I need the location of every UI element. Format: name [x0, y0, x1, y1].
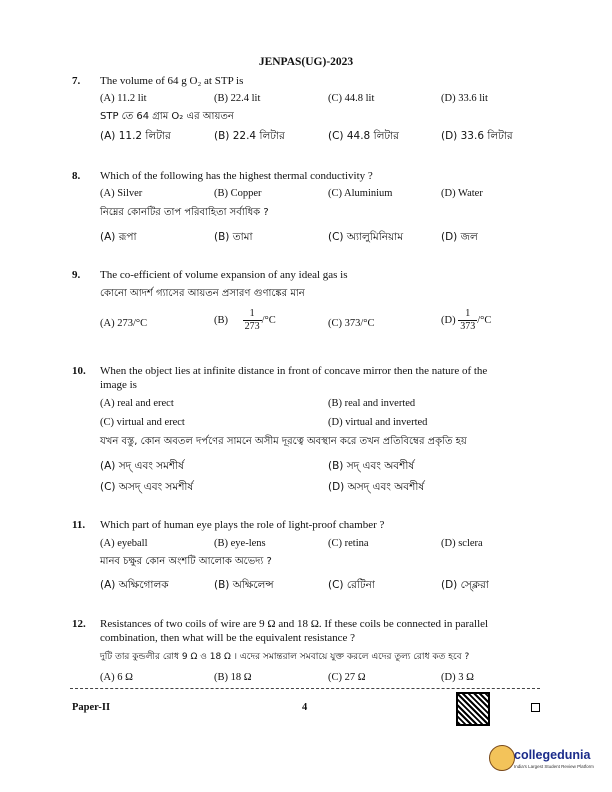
- qr-code-icon: [456, 692, 490, 726]
- option-a-bengali: (A) রূপা: [100, 231, 137, 243]
- question-text-bengali: কোনো আদর্শ গ্যাসের আয়তন প্রসারণ গুণাঙ্কের মান: [100, 288, 305, 299]
- question-number: 7.: [72, 75, 81, 87]
- option-a-bengali: (A) সদ্‌ এবং সমশীর্ষ: [100, 460, 184, 472]
- option-b: (B) eye-lens: [214, 538, 266, 549]
- option-a-bengali: (A) 11.2 লিটার: [100, 130, 171, 142]
- option-a-bengali: (A) অক্ষিগোলক: [100, 579, 169, 591]
- question-text-bengali: মানব চক্ষুর কোন অংশটি আলোক অভেদ্য ?: [100, 556, 272, 567]
- fraction-numerator: 1: [243, 308, 262, 321]
- option-b-bengali: (B) সদ্‌ এবং অবশীর্ষ: [328, 460, 415, 472]
- option-a: (A) eyeball: [100, 538, 148, 549]
- question-number: 8.: [72, 170, 81, 182]
- option-d: (D) 3 Ω: [441, 672, 474, 683]
- option-b-bengali: (B) তামা: [214, 231, 253, 243]
- paper-label: Paper-II: [72, 702, 111, 713]
- option-c-bengali: (C) অসদ্‌ এবং সমশীর্ষ: [100, 481, 194, 493]
- question-text: The volume of 64 g O₂ at STP is: [100, 75, 244, 87]
- question-text-line2: combination, then what will be the equivalent resistance ?: [100, 632, 356, 644]
- option-b: [214, 308, 276, 333]
- option-c-bengali: (C) 44.8 লিটার: [328, 130, 399, 142]
- question-text: Which of the following has the highest thermal conductivity ?: [100, 170, 373, 182]
- question-text-bengali: নিম্নের কোনটির তাপ পরিবাহিতা সর্বাধিক ?: [100, 207, 269, 218]
- option-b: (B) real and inverted: [328, 398, 416, 409]
- logo-tagline: India's Largest Student Review Platform: [514, 764, 594, 769]
- exam-header: JENPAS(UG)-2023: [258, 56, 354, 68]
- option-a: (A) 11.2 lit: [100, 93, 147, 104]
- fraction-denominator: 273: [244, 321, 260, 332]
- option-b: (B) Copper: [214, 188, 262, 199]
- question-text-bengali: STP তে 64 গ্রাম O₂ এর আয়তন: [100, 111, 234, 122]
- option-b: (B) 22.4 lit: [214, 93, 261, 104]
- fraction: [458, 308, 477, 333]
- option-b-bengali: (B) 22.4 লিটার: [214, 130, 285, 142]
- fraction-denominator: 373: [460, 321, 476, 332]
- option-c: (C) 27 Ω: [328, 672, 366, 683]
- option-d-bengali: (D) জল: [441, 231, 478, 243]
- question-text: The co-efficient of volume expansion of any ideal gas is: [100, 269, 348, 281]
- option-b-label: (B): [214, 314, 228, 326]
- option-d: (D) virtual and inverted: [328, 417, 428, 428]
- question-text-bengali: দুটি তার কুন্ডলীর রোধ 9 Ω ও 18 Ω । এদের সমান্তরাল সমবায়ে যুক্ত করলে এদের তুল্য রোধ কত হবে ?: [100, 652, 470, 662]
- option-c: (C) Aluminium: [328, 188, 393, 199]
- question-text-bengali: যখন বস্তু, কোন অবতল দর্পণের সামনে অসীম দূরত্বে অবস্থান করে তখন প্রতিবিম্বের প্রকৃতি হয়: [100, 436, 467, 447]
- graduate-logo-icon: [489, 745, 515, 771]
- option-d: (D) sclera: [441, 538, 483, 549]
- question-text-line1: When the object lies at infinite distance in front of concave mirror then the nature of the: [100, 365, 488, 377]
- square-marker-icon: [531, 703, 540, 712]
- question-text: Which part of human eye plays the role of light-proof chamber ?: [100, 519, 385, 531]
- footer-divider: [70, 688, 540, 689]
- fraction-numerator: 1: [458, 308, 477, 321]
- option-a: (A) 6 Ω: [100, 672, 133, 683]
- option-d-bengali: (D) স্ক্লেরা: [441, 579, 489, 591]
- option-a: (A) Silver: [100, 188, 143, 199]
- option-c: (C) 373/°C: [328, 318, 375, 329]
- option-d: [441, 308, 491, 333]
- option-d-unit: /°C: [477, 314, 492, 326]
- option-d: (D) 33.6 lit: [441, 93, 488, 104]
- question-number: 11.: [72, 519, 86, 531]
- option-c-bengali: (C) অ্যালুমিনিয়াম: [328, 231, 404, 243]
- option-a: (A) real and erect: [100, 398, 174, 409]
- question-number: 10.: [72, 365, 86, 377]
- question-text-line2: image is: [100, 379, 137, 391]
- option-b-bengali: (B) অক্ষিলেন্স: [214, 579, 274, 591]
- option-d-bengali: (D) অসদ্‌ এবং অবশীর্ষ: [328, 481, 425, 493]
- option-d-bengali: (D) 33.6 লিটার: [441, 130, 513, 142]
- option-c-bengali: (C) রেটিনা: [328, 579, 375, 591]
- option-c: (C) virtual and erect: [100, 417, 185, 428]
- page-number: 4: [302, 702, 308, 713]
- question-number: 9.: [72, 269, 81, 281]
- option-b: (B) 18 Ω: [214, 672, 252, 683]
- option-a: (A) 273/°C: [100, 318, 148, 329]
- option-b-unit: /°C: [261, 314, 276, 326]
- logo-name: collegedunia: [514, 748, 591, 762]
- option-d-label: (D): [441, 314, 456, 326]
- question-number: 12.: [72, 618, 86, 630]
- fraction: [243, 308, 262, 333]
- question-text-line1: Resistances of two coils of wire are 9 Ω and 18 Ω. If these coils be connected in parallel: [100, 618, 489, 630]
- option-d: (D) Water: [441, 188, 483, 199]
- option-c: (C) retina: [328, 538, 369, 549]
- option-c: (C) 44.8 lit: [328, 93, 375, 104]
